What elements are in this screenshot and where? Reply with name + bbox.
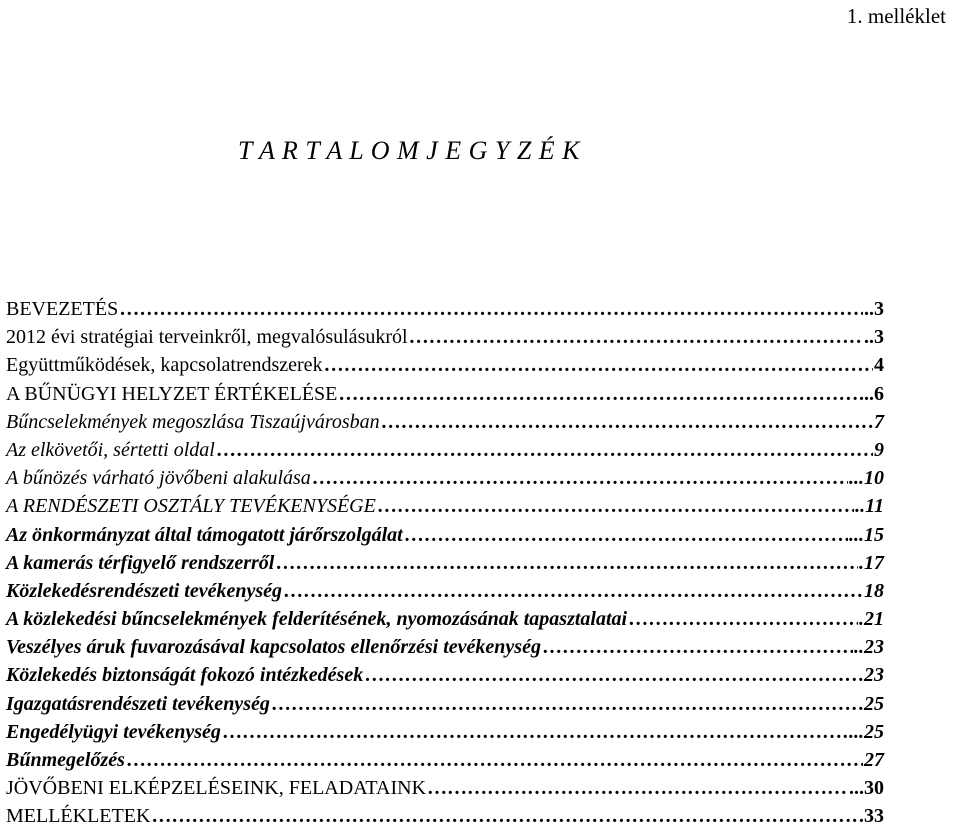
toc-entry-page-number: 33 (864, 805, 884, 828)
toc-entry-label: Az elkövetői, sértetti oldal (6, 438, 215, 461)
toc-entry-label: A kamerás térfigyelő rendszerről (6, 551, 275, 574)
toc-entry[interactable] (6, 549, 884, 577)
toc-entry-page-number: .25 (859, 692, 884, 715)
dot-leader (283, 577, 863, 605)
toc-entry-page-number: 4 (874, 354, 884, 377)
toc-entry[interactable] (6, 436, 884, 464)
toc-entry[interactable] (6, 690, 884, 718)
toc-entry-label: A bűnözés várható jövőbeni alakulása (6, 467, 311, 490)
toc-entry-page-number: ...15 (849, 523, 884, 546)
toc-entry-label: Engedélyügyi tevékenység (6, 720, 221, 743)
toc-entry-label: MELLÉKLETEK (6, 805, 151, 828)
table-of-contents (6, 295, 884, 831)
dot-leader (271, 690, 858, 718)
toc-entry-page-number: ..3 (864, 298, 884, 320)
toc-entry-label: Közlekedés biztonságát fokozó intézkedések (6, 664, 364, 687)
toc-entry-label: Együttműködések, kapcsolatrendszerek (6, 354, 323, 377)
toc-entry-label: Igazgatásrendészeti tevékenység (6, 692, 270, 715)
toc-entry[interactable] (6, 295, 884, 323)
toc-entry-page-number: ...10 (849, 467, 884, 490)
toc-entry-label: Bűnmegelőzés (6, 749, 125, 771)
toc-entry-page-number: ..3 (864, 326, 884, 349)
toc-entry-label: JÖVŐBENI ELKÉPZELÉSEINK, FELADATAINK (6, 777, 427, 800)
toc-entry[interactable] (6, 633, 884, 661)
dot-leader (222, 718, 848, 746)
dot-leader (216, 436, 873, 464)
toc-entry[interactable] (6, 577, 884, 605)
toc-entry-page-number: .17 (859, 551, 884, 574)
toc-entry-label: Az önkormányzat által támogatott járőrszolgálat (6, 523, 403, 546)
toc-entry-label: Veszélyes áruk fuvarozásával kapcsolatos ellenőrzési tevékenység (6, 636, 541, 659)
toc-entry[interactable] (6, 605, 884, 633)
toc-entry-label: 2012 évi stratégiai terveinkről, megvalósulásukról (6, 326, 408, 349)
dot-leader (404, 521, 848, 549)
toc-entry-page-number: 9 (874, 438, 884, 461)
dot-leader (151, 802, 863, 830)
toc-entry-page-number: .21 (859, 608, 884, 631)
toc-entry-label: A BŰNÜGYI HELYZET ÉRTÉKELÉSE (6, 382, 338, 405)
toc-entry-label: A közlekedési bűncselekmények felderítésének, nyomozásának tapasztalatai (6, 608, 628, 631)
dot-leader (338, 380, 858, 408)
toc-entry-page-number: ..11 (855, 495, 884, 518)
dot-leader (364, 661, 858, 689)
dot-leader (324, 351, 873, 379)
toc-entry[interactable] (6, 718, 884, 746)
toc-entry[interactable] (6, 661, 884, 689)
toc-entry-page-number: .23 (859, 664, 884, 687)
toc-entry-page-number: ...30 (849, 777, 884, 800)
toc-entry[interactable] (6, 408, 884, 436)
dot-leader (126, 746, 863, 774)
toc-entry[interactable] (6, 464, 884, 492)
toc-title: T A R T A L O M J E G Y Z É K (238, 136, 581, 165)
toc-entry-page-number: 27 (864, 749, 884, 771)
toc-entry[interactable] (6, 351, 884, 379)
dot-leader (381, 408, 873, 436)
toc-entry-label: Közlekedésrendészeti tevékenység (6, 579, 283, 602)
dot-leader (312, 464, 848, 492)
toc-entry[interactable] (6, 521, 884, 549)
toc-entry[interactable] (6, 746, 884, 774)
toc-entry-page-number: 7 (874, 410, 884, 433)
dot-leader (427, 774, 848, 802)
dot-leader (409, 323, 863, 351)
toc-entry[interactable] (6, 380, 884, 408)
toc-entry[interactable] (6, 774, 884, 802)
dot-leader (628, 605, 858, 633)
toc-entry-label: A RENDÉSZETI OSZTÁLY TEVÉKENYSÉGE (6, 495, 376, 518)
toc-entry-label: Bűncselekmények megoszlása Tiszaújvárosban (6, 410, 380, 433)
toc-entry-page-number: ...6 (859, 382, 884, 405)
toc-entry-page-number: ..23 (854, 636, 884, 659)
page-label: 1. melléklet (846, 4, 946, 28)
dot-leader (275, 549, 858, 577)
toc-entry-page-number: ...25 (849, 720, 884, 743)
toc-entry[interactable] (6, 492, 884, 520)
toc-entry-label: BEVEZETÉS (6, 298, 119, 320)
toc-entry[interactable] (6, 802, 884, 830)
dot-leader (119, 295, 863, 323)
dot-leader (542, 633, 853, 661)
toc-entry[interactable] (6, 323, 884, 351)
dot-leader (377, 492, 854, 520)
toc-entry-page-number: 18 (864, 579, 884, 602)
